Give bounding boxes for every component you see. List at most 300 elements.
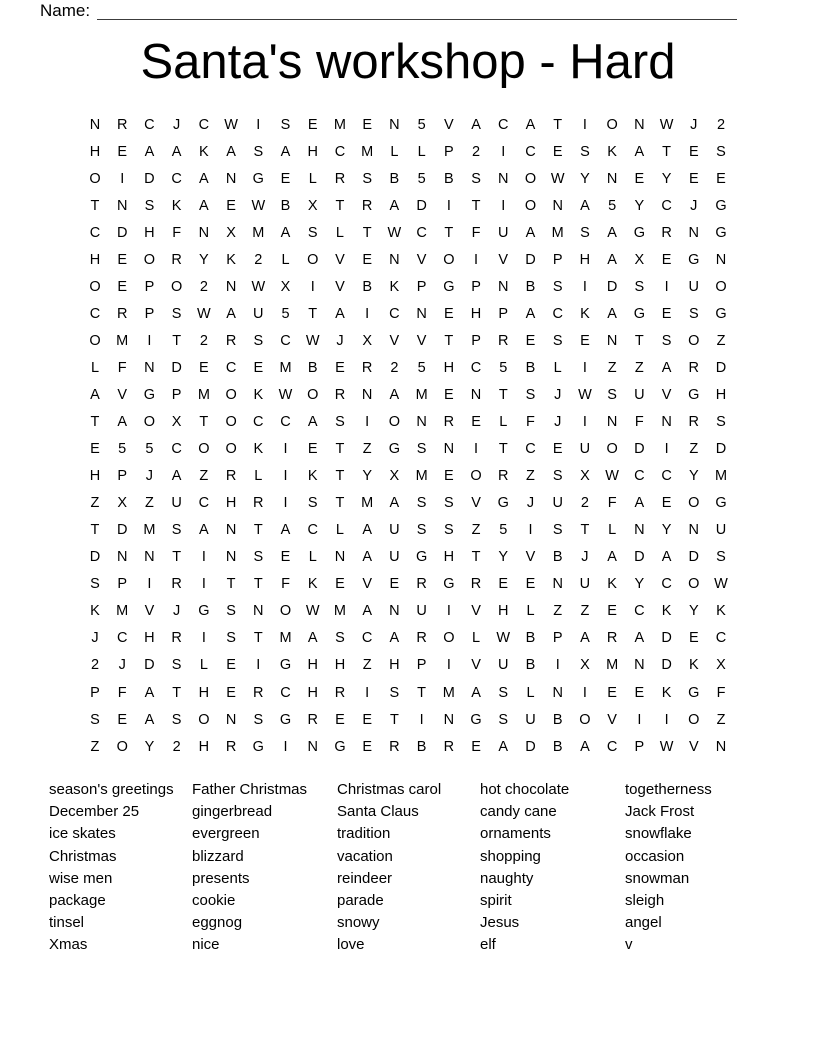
grid-cell: M [415, 386, 428, 403]
grid-cell: I [419, 711, 424, 728]
grid-cell: S [634, 278, 645, 295]
grid-cell: O [143, 251, 156, 268]
grid-cell: H [307, 143, 318, 160]
grid-cell: C [634, 468, 645, 485]
grid-cell: T [444, 332, 454, 349]
word-list-item: snowflake [625, 825, 692, 843]
grid-cell: V [416, 251, 427, 268]
grid-cell: A [144, 711, 155, 728]
grid-cell: I [637, 711, 642, 728]
grid-cell: S [416, 441, 427, 458]
grid-cell: I [310, 278, 315, 295]
grid-cell: P [171, 386, 182, 403]
grid-cell: S [552, 522, 563, 539]
grid-cell: M [442, 684, 455, 701]
grid-cell: K [90, 603, 100, 620]
grid-cell: L [526, 684, 535, 701]
grid-cell: O [307, 251, 319, 268]
word-list-column [480, 779, 625, 957]
grid-cell: A [471, 116, 481, 133]
name-label: Name: [40, 1, 91, 20]
grid-cell: E [688, 143, 699, 160]
grid-cell: A [661, 549, 672, 566]
grid-cell: B [416, 738, 427, 755]
grid-cell: O [198, 711, 210, 728]
grid-cell: S [389, 684, 400, 701]
grid-cell: A [634, 630, 645, 647]
grid-cell: Y [634, 576, 645, 593]
grid-cell: E [688, 630, 699, 647]
grid-cell: U [525, 711, 536, 728]
grid-cell: S [716, 143, 726, 160]
grid-cell: Y [199, 251, 209, 268]
grid-cell: G [633, 224, 645, 241]
grid-cell: E [362, 711, 372, 728]
grid-cell: M [279, 630, 292, 647]
grid-cell: O [524, 170, 537, 187]
grid-cell: Z [90, 738, 100, 755]
grid-cell: G [688, 386, 700, 403]
grid-cell: L [308, 549, 317, 566]
grid-cell: 5 [417, 116, 426, 133]
grid-cell: F [526, 414, 535, 431]
grid-cell: M [116, 332, 129, 349]
word-list-item: hot chocolate [480, 781, 570, 798]
grid-cell: U [389, 549, 400, 566]
grid-cell: 5 [499, 522, 508, 539]
grid-cell: C [89, 224, 101, 241]
grid-cell: E [335, 711, 345, 728]
grid-cell: C [498, 116, 509, 133]
grid-cell: J [145, 468, 154, 485]
grid-cell: J [336, 332, 344, 349]
grid-cell: X [307, 197, 318, 214]
word-list-item: Christmas [49, 847, 117, 865]
grid-cell: N [688, 224, 700, 241]
grid-cell: N [715, 738, 727, 755]
grid-cell: R [606, 630, 618, 647]
grid-cell: A [580, 738, 590, 755]
grid-cell: Z [144, 495, 154, 512]
grid-cell: E [335, 359, 345, 376]
grid-cell: F [471, 224, 481, 241]
grid-cell: U [416, 603, 427, 620]
grid-cell: L [254, 468, 263, 485]
grid-cell: Z [634, 359, 644, 376]
word-list-item: Xmas [49, 936, 88, 954]
grid-cell: F [607, 495, 617, 512]
grid-cell: 2 [580, 495, 589, 512]
grid-cell: O [225, 441, 237, 458]
grid-cell: H [389, 657, 400, 674]
grid-cell: A [525, 224, 536, 241]
grid-cell: C [416, 224, 427, 241]
grid-cell: O [715, 278, 727, 295]
word-list-item: occasion [625, 847, 685, 865]
grid-cell: N [715, 251, 727, 268]
grid-cell: R [470, 576, 482, 593]
grid-cell: Y [362, 468, 372, 485]
grid-cell: V [335, 251, 345, 268]
grid-cell: E [362, 738, 372, 755]
grid-cell: A [661, 359, 672, 376]
grid-cell: 2 [199, 278, 208, 295]
grid-cell: S [144, 197, 155, 214]
grid-cell: U [498, 657, 509, 674]
grid-cell: P [117, 468, 128, 485]
grid-cell: X [580, 468, 590, 485]
grid-cell: E [117, 711, 128, 728]
grid-cell: P [498, 305, 509, 322]
grid-cell: S [716, 549, 726, 566]
grid-cell: B [525, 359, 536, 376]
grid-cell: X [580, 657, 590, 674]
grid-cell: K [307, 576, 318, 593]
grid-cell: W [224, 116, 238, 133]
grid-cell: M [714, 468, 728, 485]
grid-cell: W [578, 386, 592, 403]
grid-cell: H [89, 251, 101, 268]
grid-cell: J [554, 414, 562, 431]
grid-cell: W [278, 386, 293, 403]
grid-cell: V [607, 711, 617, 728]
grid-cell: P [443, 143, 454, 160]
grid-cell: D [715, 441, 727, 458]
grid-cell: C [634, 603, 645, 620]
grid-cell: R [116, 116, 128, 133]
grid-cell: E [280, 549, 291, 566]
grid-cell: I [501, 143, 506, 160]
grid-cell: O [89, 278, 101, 295]
grid-cell: D [116, 224, 128, 241]
grid-cell: T [90, 197, 100, 214]
grid-cell: C [552, 305, 563, 322]
grid-cell: N [144, 359, 155, 376]
grid-cell: O [443, 251, 455, 268]
grid-cell: U [552, 495, 563, 512]
grid-cell: J [554, 386, 562, 403]
word-list-item: wise men [49, 869, 113, 887]
grid-cell: Y [661, 170, 672, 187]
grid-cell: S [525, 386, 536, 403]
grid-cell: S [580, 143, 590, 160]
grid-cell: W [251, 278, 266, 295]
grid-cell: W [251, 197, 266, 214]
grid-cell: T [498, 441, 508, 458]
grid-cell: E [280, 170, 291, 187]
grid-cell: N [606, 170, 618, 187]
grid-cell: K [661, 684, 672, 701]
grid-cell: U [688, 278, 700, 295]
word-list-item: tradition [337, 825, 391, 843]
grid-cell: C [389, 305, 400, 322]
grid-cell: E [471, 738, 481, 755]
grid-cell: A [389, 197, 400, 214]
grid-cell: D [89, 549, 101, 566]
grid-cell: N [634, 522, 645, 539]
grid-cell: D [116, 522, 128, 539]
grid-cell: T [253, 522, 263, 539]
grid-cell: I [147, 332, 152, 349]
grid-cell: X [716, 657, 726, 674]
grid-cell: N [225, 522, 237, 539]
grid-cell: N [634, 657, 645, 674]
grid-cell: K [307, 468, 318, 485]
grid-cell: Z [199, 468, 209, 485]
grid-cell: O [279, 603, 292, 620]
grid-cell: D [171, 359, 182, 376]
grid-cell: H [144, 630, 155, 647]
grid-cell: X [171, 414, 182, 431]
word-list-item: cookie [192, 892, 236, 910]
grid-cell: O [307, 386, 319, 403]
grid-cell: E [525, 576, 536, 593]
grid-cell: A [280, 522, 291, 539]
grid-cell: N [634, 116, 645, 133]
grid-cell: O [225, 386, 237, 403]
grid-cell: B [307, 359, 318, 376]
grid-cell: K [580, 305, 590, 322]
grid-cell: Z [471, 522, 481, 539]
grid-cell: A [199, 522, 209, 539]
grid-cell: A [90, 386, 100, 403]
grid-cell: I [283, 738, 288, 755]
grid-cell: N [416, 305, 427, 322]
grid-cell: C [361, 630, 373, 647]
grid-cell: D [606, 278, 618, 295]
grid-cell: L [308, 170, 317, 187]
grid-cell: O [198, 441, 210, 458]
grid-cell: F [172, 224, 182, 241]
grid-cell: A [580, 197, 590, 214]
grid-cell: C [661, 197, 672, 214]
page-title: Santa's workshop - Hard [140, 35, 676, 89]
grid-cell: I [582, 359, 587, 376]
grid-cell: R [171, 630, 182, 647]
grid-cell: M [606, 657, 619, 674]
grid-cell: A [389, 630, 400, 647]
grid-cell: W [197, 305, 211, 322]
grid-cell: E [389, 576, 400, 593]
grid-cell: C [171, 441, 182, 458]
grid-cell: C [253, 414, 264, 431]
grid-cell: H [225, 495, 237, 512]
grid-cell: N [225, 170, 237, 187]
grid-cell: E [117, 251, 128, 268]
grid-cell: N [443, 441, 455, 458]
grid-cell: S [171, 657, 182, 674]
word-list-column [337, 779, 480, 957]
grid-cell: S [171, 522, 182, 539]
grid-cell: N [116, 197, 128, 214]
grid-cell: T [90, 414, 100, 431]
grid-cell: V [498, 251, 509, 268]
grid-cell: O [688, 332, 700, 349]
grid-cell: Y [688, 603, 699, 620]
grid-cell: T [498, 386, 508, 403]
grid-cell: C [661, 468, 672, 485]
grid-cell: A [580, 630, 590, 647]
grid-cell: R [661, 224, 672, 241]
grid-cell: E [199, 359, 209, 376]
grid-cell: Y [498, 549, 509, 566]
grid-cell: A [525, 116, 536, 133]
grid-cell: U [253, 305, 264, 322]
grid-cell: R [688, 414, 700, 431]
grid-cell: N [552, 197, 563, 214]
name-row [40, 1, 737, 20]
word-list-item: parade [337, 892, 384, 910]
grid-cell: N [606, 414, 618, 431]
grid-cell: P [90, 684, 100, 701]
grid-cell: G [497, 495, 509, 512]
grid-cell: D [634, 549, 645, 566]
grid-cell: H [443, 549, 455, 566]
grid-cell: V [335, 278, 345, 295]
grid-cell: I [147, 576, 152, 593]
grid-cell: V [362, 576, 372, 593]
grid-cell: L [335, 522, 344, 539]
word-list-item: Christmas carol [337, 781, 442, 798]
grid-cell: E [443, 468, 454, 485]
grid-cell: K [389, 278, 400, 295]
grid-cell: N [606, 332, 618, 349]
grid-cell: I [283, 468, 288, 485]
grid-cell: N [688, 522, 700, 539]
grid-cell: J [118, 657, 126, 674]
grid-cell: Y [661, 522, 672, 539]
grid-cell: H [498, 603, 509, 620]
grid-cell: M [333, 116, 346, 133]
grid-cell: O [143, 414, 156, 431]
grid-cell: R [443, 738, 455, 755]
word-list-item: elf [480, 936, 496, 954]
grid-cell: A [607, 251, 617, 268]
grid-cell: E [634, 170, 645, 187]
grid-cell: G [443, 576, 455, 593]
grid-cell: S [552, 468, 563, 485]
grid-cell: C [525, 143, 536, 160]
grid-cell: I [283, 441, 288, 458]
grid-cell: L [417, 143, 426, 160]
grid-cell: A [280, 143, 291, 160]
grid-cell: R [116, 305, 128, 322]
grid-cell: Z [362, 441, 372, 458]
grid-cell: M [415, 468, 428, 485]
grid-cell: N [661, 414, 672, 431]
grid-cell: K [199, 143, 209, 160]
grid-cell: I [201, 576, 206, 593]
grid-cell: J [690, 116, 698, 133]
grid-cell: D [525, 738, 536, 755]
grid-cell: G [143, 386, 156, 403]
grid-cell: U [715, 522, 727, 539]
grid-cell: S [307, 224, 318, 241]
grid-cell: T [172, 549, 182, 566]
grid-cell: S [226, 630, 236, 647]
grid-cell: A [280, 224, 291, 241]
grid-cell: S [471, 170, 481, 187]
grid-cell: S [416, 495, 427, 512]
grid-cell: N [498, 278, 509, 295]
grid-cell: W [550, 170, 565, 187]
grid-cell: O [688, 576, 700, 593]
grid-cell: H [579, 251, 591, 268]
grid-cell: T [172, 684, 182, 701]
grid-cell: 5 [281, 305, 290, 322]
grid-cell: T [471, 549, 481, 566]
grid-cell: R [225, 332, 237, 349]
grid-cell: C [525, 441, 536, 458]
word-list-item: Santa Claus [337, 803, 419, 821]
grid-cell: S [498, 684, 509, 701]
grid-cell: A [634, 143, 645, 160]
grid-cell: A [362, 603, 372, 620]
grid-cell: R [334, 684, 346, 701]
grid-cell: H [443, 359, 455, 376]
grid-cell: X [280, 278, 291, 295]
grid-cell: B [443, 170, 454, 187]
name-blank-line [97, 2, 737, 20]
grid-cell: M [279, 359, 292, 376]
grid-cell: G [688, 251, 700, 268]
grid-cell: L [281, 251, 290, 268]
grid-cell: T [172, 332, 182, 349]
grid-cell: O [388, 414, 401, 431]
grid-cell: F [634, 414, 644, 431]
grid-cell: 2 [390, 359, 399, 376]
grid-cell: O [606, 441, 618, 458]
grid-cell: 2 [172, 738, 181, 755]
grid-cell: C [715, 630, 727, 647]
grid-cell: A [226, 143, 236, 160]
grid-cell: G [633, 305, 645, 322]
grid-cell: E [362, 251, 372, 268]
word-list-item: ornaments [480, 825, 551, 843]
grid-cell: C [280, 684, 291, 701]
grid-cell: L [553, 359, 562, 376]
grid-cell: Z [580, 603, 590, 620]
word-list-item: togetherness [625, 781, 712, 798]
grid-cell: V [471, 657, 481, 674]
grid-cell: B [525, 278, 536, 295]
grid-cell: 2 [90, 657, 100, 674]
grid-cell: V [443, 116, 454, 133]
grid-cell: E [688, 170, 699, 187]
grid-cell: C [116, 630, 128, 647]
grid-cell: R [334, 170, 346, 187]
grid-cell: T [308, 305, 318, 322]
grid-cell: N [225, 549, 237, 566]
grid-cell: T [226, 576, 236, 593]
grid-cell: I [664, 441, 669, 458]
grid-cell: N [389, 603, 400, 620]
grid-cell: I [256, 657, 261, 674]
grid-cell: R [361, 197, 373, 214]
word-list-column [49, 779, 192, 957]
grid-cell: H [89, 143, 101, 160]
grid-cell: 5 [417, 170, 426, 187]
grid-cell: A [362, 522, 372, 539]
grid-cell: F [117, 684, 127, 701]
grid-cell: W [387, 224, 402, 241]
grid-cell: Y [634, 197, 645, 214]
grid-cell: R [253, 684, 264, 701]
grid-cell: A [171, 143, 182, 160]
grid-cell: U [579, 576, 591, 593]
grid-cell: Y [580, 170, 590, 187]
grid-cell: A [199, 170, 209, 187]
